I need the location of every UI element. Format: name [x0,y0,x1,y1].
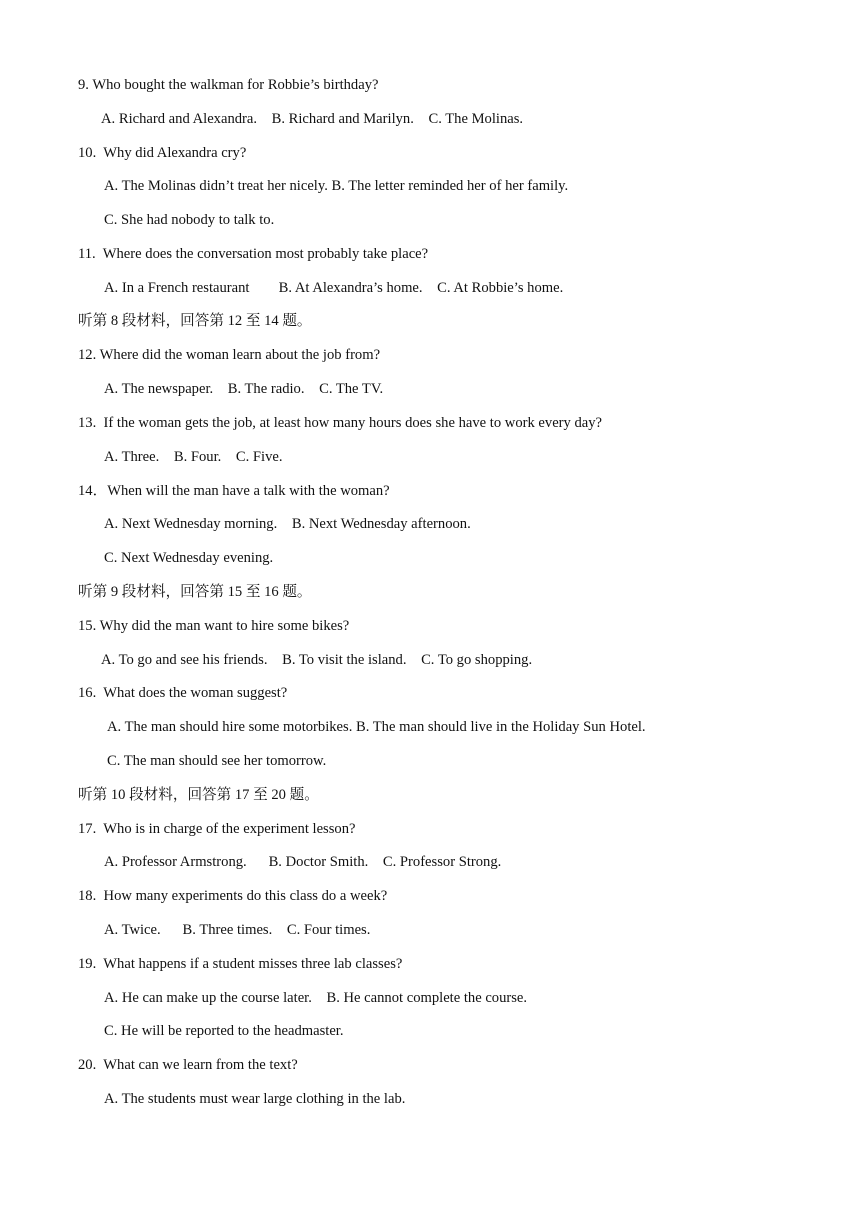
question-20-option-a: A. The students must wear large clothing in the lab. [104,1091,406,1107]
question-10: 10. Why did Alexandra cry? [78,145,247,161]
question-14-option-c: C. Next Wednesday evening. [104,550,274,566]
section-9-heading: 听第 9 段材料，回答第 15 至 16 题。 [78,584,312,600]
question-13-options: A. Three. B. Four. C. Five. [104,449,283,465]
question-9-options: A. Richard and Alexandra. B. Richard and Marilyn. C. The Molinas. [101,111,524,127]
question-18-options: A. Twice. B. Three times. C. Four times. [104,922,371,938]
question-18: 18. How many experiments do this class do a week? [78,888,388,904]
question-14: 14．When will the man have a talk with the woman? [78,483,390,499]
question-15: 15. Why did the man want to hire some bikes? [78,618,350,634]
section-8-heading: 听第 8 段材料，回答第 12 至 14 题。 [78,313,312,329]
question-20: 20. What can we learn from the text? [78,1057,298,1073]
question-17-options: A. Professor Armstrong. B. Doctor Smith. C. Professor Strong. [104,854,502,870]
question-12: 12. Where did the woman learn about the job from? [78,347,381,363]
question-15-options: A. To go and see his friends. B. To visit the island. C. To go shopping. [101,652,533,668]
question-14-options-ab: A. Next Wednesday morning. B. Next Wednesday afternoon. [104,516,471,532]
question-10-options-ab: A. The Molinas didn’t treat her nicely. B. The letter reminded her of her family. [104,178,569,194]
question-12-options: A. The newspaper. B. The radio. C. The TV. [104,381,384,397]
question-13: 13. If the woman gets the job, at least how many hours does she have to work every day? [78,415,603,431]
question-19-option-c: C. He will be reported to the headmaster. [104,1023,344,1039]
question-10-option-c: C. She had nobody to talk to. [104,212,275,228]
question-16-options-ab: A. The man should hire some motorbikes. B. The man should live in the Holiday Sun Hotel. [107,719,646,735]
question-17: 17. Who is in charge of the experiment lesson? [78,821,356,837]
question-9: 9. Who bought the walkman for Robbie’s birthday? [78,77,379,93]
question-11-options: A. In a French restaurant B. At Alexandra’s home. C. At Robbie’s home. [104,280,564,296]
question-16: 16. What does the woman suggest? [78,685,288,701]
question-19: 19. What happens if a student misses three lab classes? [78,956,403,972]
section-10-heading: 听第 10 段材料，回答第 17 至 20 题。 [78,787,319,803]
question-11: 11. Where does the conversation most probably take place? [78,246,429,262]
question-19-options-ab: A. He can make up the course later. B. He cannot complete the course. [104,990,528,1006]
question-16-option-c: C. The man should see her tomorrow. [107,753,327,769]
